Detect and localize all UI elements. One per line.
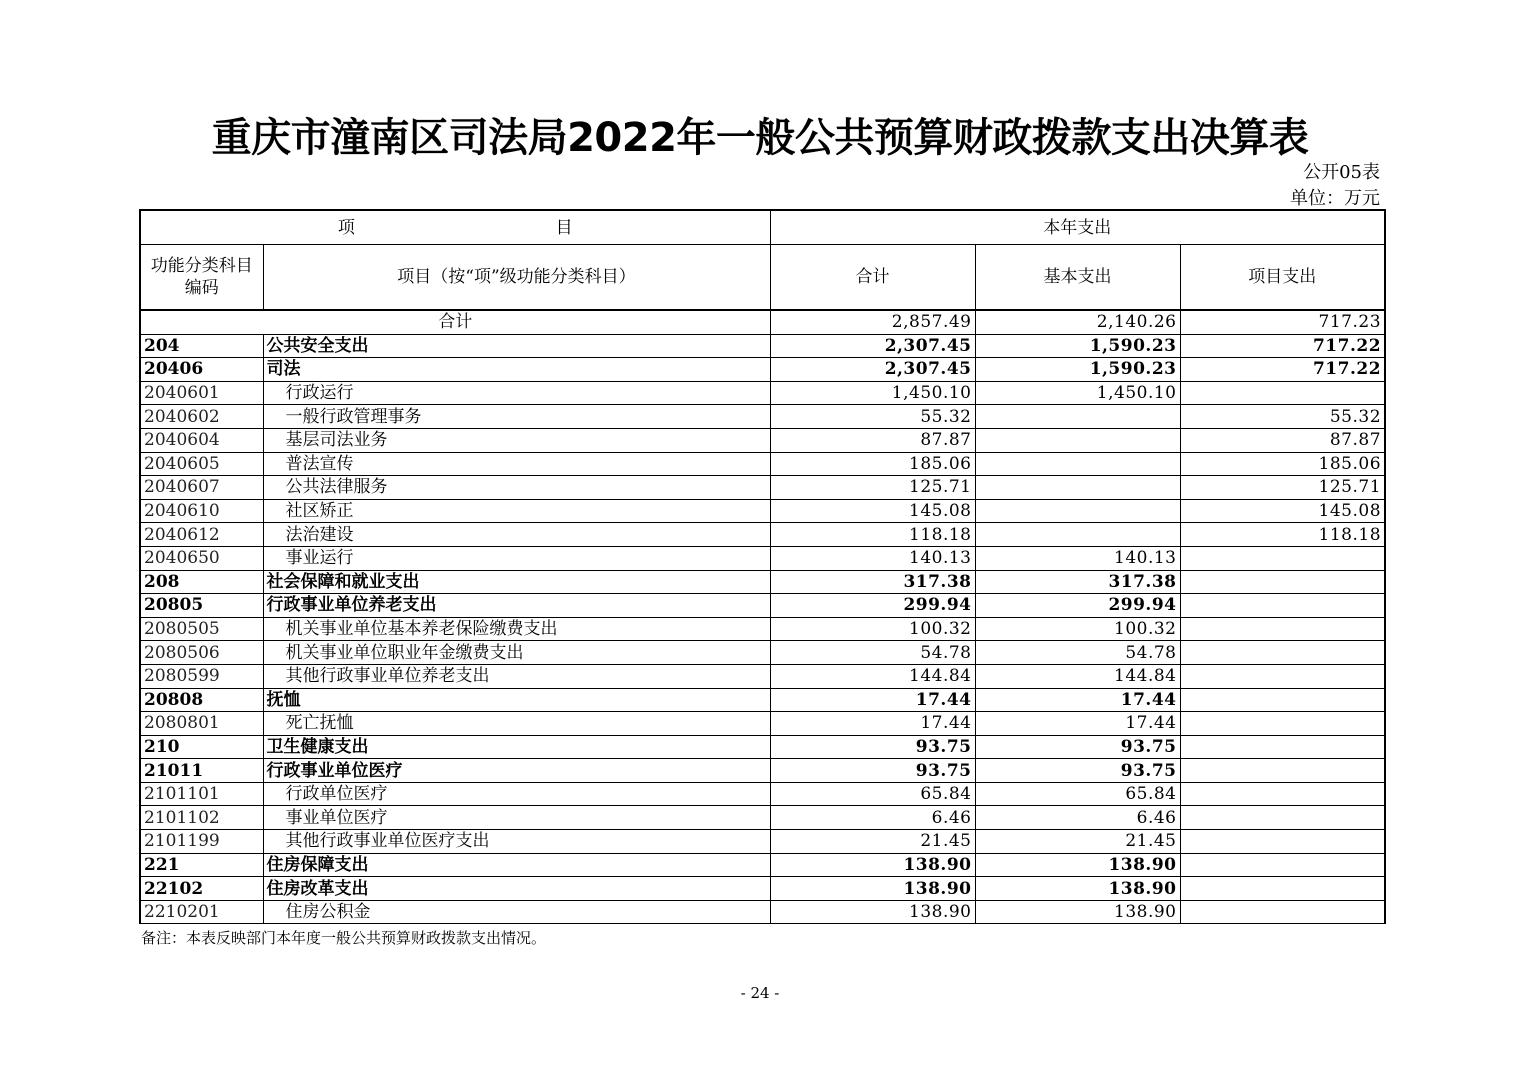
row-name: 行政事业单位医疗 [263, 759, 770, 783]
total-row [140, 310, 1385, 334]
row-project [1180, 688, 1385, 712]
row-code: 2040604 [140, 428, 263, 452]
table-row [140, 641, 1385, 665]
total-row-basic: 2,140.26 [975, 310, 1180, 334]
row-basic: 1,590.23 [975, 334, 1180, 358]
row-code: 20808 [140, 688, 263, 712]
total-row-project: 717.23 [1180, 310, 1385, 334]
item-header-left: 项 [337, 217, 355, 238]
row-total: 138.90 [770, 900, 975, 924]
row-total: 6.46 [770, 806, 975, 830]
row-basic: 1,590.23 [975, 358, 1180, 382]
row-project [1180, 594, 1385, 618]
table-row [140, 688, 1385, 712]
row-name: 住房公积金 [263, 900, 770, 924]
row-total: 87.87 [770, 428, 975, 452]
table-row [140, 452, 1385, 476]
row-code: 2040650 [140, 546, 263, 570]
table-row [140, 523, 1385, 547]
row-code: 208 [140, 570, 263, 594]
row-project: 145.08 [1180, 499, 1385, 523]
row-project [1180, 546, 1385, 570]
row-project [1180, 806, 1385, 830]
table-row [140, 546, 1385, 570]
row-project [1180, 830, 1385, 854]
row-code: 20406 [140, 358, 263, 382]
row-total: 65.84 [770, 782, 975, 806]
row-name: 抚恤 [263, 688, 770, 712]
row-name: 其他行政事业单位养老支出 [263, 664, 770, 688]
row-code: 2080801 [140, 712, 263, 736]
row-project: 87.87 [1180, 428, 1385, 452]
row-basic: 138.90 [975, 853, 1180, 877]
row-code: 2080599 [140, 664, 263, 688]
row-name: 公共安全支出 [263, 334, 770, 358]
row-basic: 93.75 [975, 735, 1180, 759]
table-row [140, 570, 1385, 594]
row-project: 717.22 [1180, 334, 1385, 358]
row-project [1180, 782, 1385, 806]
project-column-header: 项目支出 [1180, 245, 1385, 311]
row-code: 2101101 [140, 782, 263, 806]
row-name: 基层司法业务 [263, 428, 770, 452]
row-total: 54.78 [770, 641, 975, 665]
row-name: 机关事业单位基本养老保险缴费支出 [263, 617, 770, 641]
row-name: 行政运行 [263, 381, 770, 405]
row-total: 1,450.10 [770, 381, 975, 405]
row-code: 221 [140, 853, 263, 877]
table-row [140, 334, 1385, 358]
row-basic: 21.45 [975, 830, 1180, 854]
row-project: 118.18 [1180, 523, 1385, 547]
row-name: 卫生健康支出 [263, 735, 770, 759]
header-row-1 [140, 210, 1385, 245]
row-basic: 144.84 [975, 664, 1180, 688]
row-code: 21011 [140, 759, 263, 783]
table-row [140, 594, 1385, 618]
row-basic [975, 499, 1180, 523]
row-project [1180, 570, 1385, 594]
row-name: 一般行政管理事务 [263, 405, 770, 429]
row-code: 2210201 [140, 900, 263, 924]
row-basic: 1,450.10 [975, 381, 1180, 405]
row-basic [975, 523, 1180, 547]
table-row [140, 381, 1385, 405]
row-project [1180, 664, 1385, 688]
row-name: 其他行政事业单位医疗支出 [263, 830, 770, 854]
row-total: 125.71 [770, 476, 975, 500]
row-code: 2040607 [140, 476, 263, 500]
row-total: 140.13 [770, 546, 975, 570]
row-name: 住房改革支出 [263, 877, 770, 901]
table-row [140, 759, 1385, 783]
row-code: 2101102 [140, 806, 263, 830]
row-name: 行政事业单位养老支出 [263, 594, 770, 618]
row-code: 210 [140, 735, 263, 759]
row-basic: 17.44 [975, 688, 1180, 712]
row-project [1180, 641, 1385, 665]
row-total: 138.90 [770, 877, 975, 901]
row-total: 55.32 [770, 405, 975, 429]
row-name: 死亡抚恤 [263, 712, 770, 736]
row-basic [975, 405, 1180, 429]
row-total: 21.45 [770, 830, 975, 854]
table-row [140, 830, 1385, 854]
row-project [1180, 853, 1385, 877]
table-row [140, 853, 1385, 877]
row-code: 20805 [140, 594, 263, 618]
row-project [1180, 617, 1385, 641]
row-total: 17.44 [770, 688, 975, 712]
row-project [1180, 900, 1385, 924]
document-title: 重庆市潼南区司法局2022年一般公共预算财政拨款支出决算表 [211, 115, 1309, 161]
row-basic: 100.32 [975, 617, 1180, 641]
header-row-2 [140, 245, 1385, 311]
unit-label: 单位：万元 [1290, 188, 1380, 209]
row-project: 125.71 [1180, 476, 1385, 500]
table-row [140, 358, 1385, 382]
table-row [140, 900, 1385, 924]
row-total: 185.06 [770, 452, 975, 476]
row-basic [975, 476, 1180, 500]
row-basic [975, 452, 1180, 476]
row-total: 144.84 [770, 664, 975, 688]
row-code: 22102 [140, 877, 263, 901]
table-id: 公开05表 [1303, 162, 1380, 183]
row-basic: 138.90 [975, 877, 1180, 901]
row-basic: 93.75 [975, 759, 1180, 783]
row-project: 185.06 [1180, 452, 1385, 476]
row-code: 2040612 [140, 523, 263, 547]
row-total: 145.08 [770, 499, 975, 523]
row-basic: 65.84 [975, 782, 1180, 806]
row-total: 317.38 [770, 570, 975, 594]
table-row [140, 735, 1385, 759]
row-code: 2080505 [140, 617, 263, 641]
row-project [1180, 381, 1385, 405]
row-name: 事业单位医疗 [263, 806, 770, 830]
row-name: 司法 [263, 358, 770, 382]
current-year-header: 本年支出 [770, 210, 1385, 245]
row-code: 2040602 [140, 405, 263, 429]
table-row [140, 712, 1385, 736]
row-basic: 138.90 [975, 900, 1180, 924]
code-column-header: 功能分类科目编码 [140, 245, 263, 311]
table-row [140, 664, 1385, 688]
row-code: 2040605 [140, 452, 263, 476]
row-name: 法治建设 [263, 523, 770, 547]
row-project [1180, 712, 1385, 736]
table-row [140, 806, 1385, 830]
table-row [140, 877, 1385, 901]
basic-column-header: 基本支出 [975, 245, 1180, 311]
table-row [140, 499, 1385, 523]
table-row [140, 476, 1385, 500]
row-name: 事业运行 [263, 546, 770, 570]
row-basic: 54.78 [975, 641, 1180, 665]
row-name: 社区矫正 [263, 499, 770, 523]
row-basic: 140.13 [975, 546, 1180, 570]
name-column-header: 项目（按“项”级功能分类科目） [263, 245, 770, 311]
row-basic: 299.94 [975, 594, 1180, 618]
row-total: 93.75 [770, 759, 975, 783]
row-total: 138.90 [770, 853, 975, 877]
row-project: 717.22 [1180, 358, 1385, 382]
row-code: 2101199 [140, 830, 263, 854]
row-name: 公共法律服务 [263, 476, 770, 500]
item-header-right: 目 [555, 217, 573, 238]
row-basic [975, 428, 1180, 452]
row-code: 2040601 [140, 381, 263, 405]
row-total: 2,307.45 [770, 334, 975, 358]
row-name: 机关事业单位职业年金缴费支出 [263, 641, 770, 665]
row-name: 行政单位医疗 [263, 782, 770, 806]
table-row [140, 617, 1385, 641]
row-total: 100.32 [770, 617, 975, 641]
table-row [140, 405, 1385, 429]
row-project [1180, 735, 1385, 759]
item-header [140, 210, 770, 245]
row-total: 299.94 [770, 594, 975, 618]
row-total: 93.75 [770, 735, 975, 759]
row-name: 社会保障和就业支出 [263, 570, 770, 594]
row-total: 17.44 [770, 712, 975, 736]
row-total: 2,307.45 [770, 358, 975, 382]
row-total: 118.18 [770, 523, 975, 547]
expenditure-table [139, 209, 1386, 924]
row-code: 204 [140, 334, 263, 358]
page-number: - 24 - [740, 984, 780, 1002]
footnote: 备注：本表反映部门本年度一般公共预算财政拨款支出情况。 [141, 929, 547, 947]
row-project [1180, 759, 1385, 783]
row-basic: 17.44 [975, 712, 1180, 736]
total-row-total: 2,857.49 [770, 310, 975, 334]
total-row-label: 合计 [140, 310, 770, 334]
total-column-header: 合计 [770, 245, 975, 311]
row-project: 55.32 [1180, 405, 1385, 429]
row-code: 2080506 [140, 641, 263, 665]
row-basic: 6.46 [975, 806, 1180, 830]
table-row [140, 428, 1385, 452]
row-basic: 317.38 [975, 570, 1180, 594]
row-name: 普法宣传 [263, 452, 770, 476]
row-name: 住房保障支出 [263, 853, 770, 877]
table-row [140, 782, 1385, 806]
row-project [1180, 877, 1385, 901]
row-code: 2040610 [140, 499, 263, 523]
